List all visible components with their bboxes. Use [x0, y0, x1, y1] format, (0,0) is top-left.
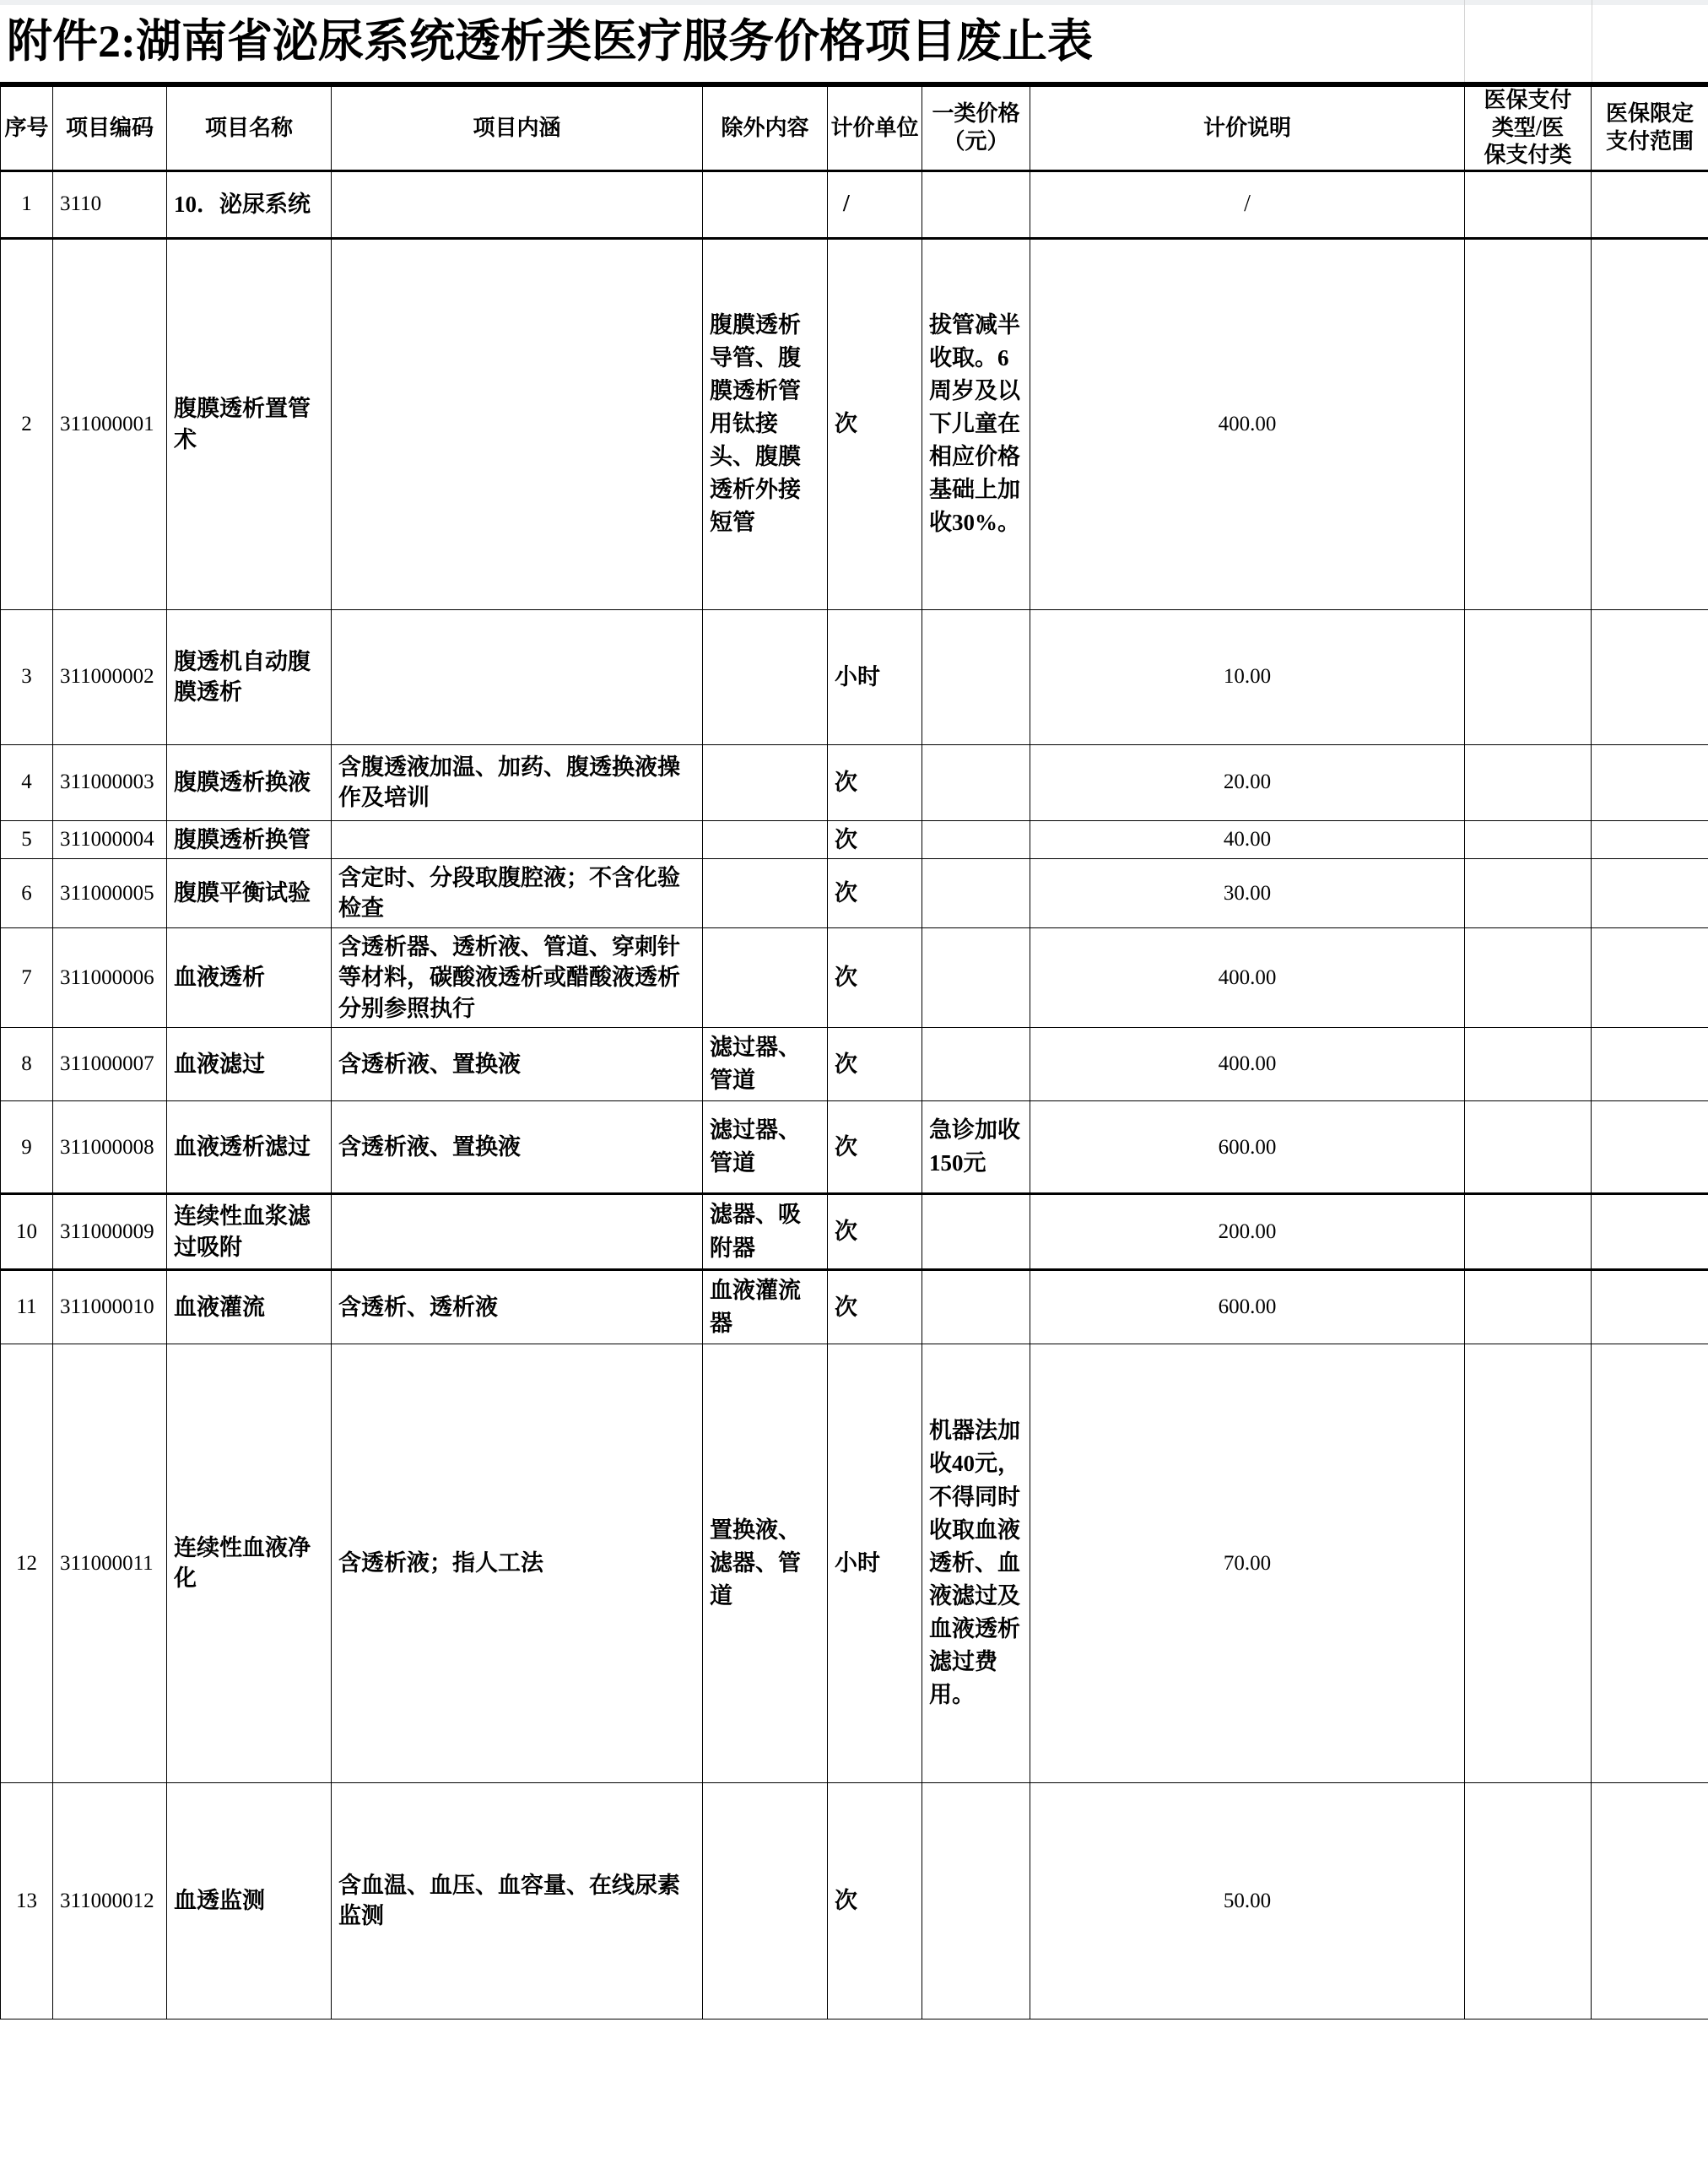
cell-exclusion-content — [703, 1028, 828, 1101]
cell-item-name — [167, 1101, 332, 1194]
cell-exclusion-content-text — [703, 836, 827, 843]
cell-insurance-payment-type — [1465, 1028, 1592, 1101]
cell-pricing-unit — [828, 1194, 922, 1269]
cell-sequence-number — [1, 1028, 53, 1101]
cell-pricing-note — [1030, 927, 1465, 1027]
cell-item-name — [167, 744, 332, 820]
cell-class-one-price-text — [922, 673, 1030, 680]
cell-class-one-price — [922, 1028, 1030, 1101]
cell-item-code-text: 311000012 — [60, 1889, 154, 1912]
cell-pricing-unit-text: 次 — [835, 1294, 857, 1320]
cell-exclusion-content-text: 腹膜透析导管、腹膜透析管用钛接头、腹膜透析外接短管 — [710, 311, 801, 536]
table-row — [1, 1194, 1708, 1269]
cell-pricing-note-text: 400.00 — [1218, 1052, 1277, 1076]
cell-pricing-note-text: 30.00 — [1223, 881, 1272, 905]
cell-sequence-number — [1, 170, 53, 238]
table-row — [1, 609, 1708, 744]
cell-exclusion-content-text — [703, 974, 827, 981]
cell-item-name-text: 血液透析 — [174, 965, 265, 991]
cell-insurance-payment-type-text — [1465, 1560, 1591, 1566]
cell-insurance-payment-scope — [1592, 238, 1708, 609]
cell-insurance-payment-scope-text — [1592, 1897, 1708, 1904]
cell-insurance-payment-scope-text — [1592, 1304, 1708, 1311]
cell-sequence-number-text: 7 — [21, 965, 32, 989]
cell-exclusion-content — [703, 927, 828, 1027]
cell-exclusion-content-text: 滤器、吸附器 — [710, 1202, 801, 1261]
cell-insurance-payment-type — [1465, 744, 1592, 820]
cell-insurance-payment-scope — [1592, 1101, 1708, 1194]
cell-item-code-text: 311000007 — [60, 1052, 154, 1076]
cell-class-one-price — [922, 238, 1030, 609]
cell-insurance-payment-type-text — [1465, 1229, 1591, 1235]
cell-item-name — [167, 238, 332, 609]
cell-pricing-unit — [828, 858, 922, 927]
cell-sequence-number-text: 4 — [21, 770, 32, 794]
cell-exclusion-content-text — [703, 201, 827, 208]
cell-exclusion-content — [703, 609, 828, 744]
col-header-code: 项目编码 — [53, 86, 167, 171]
cell-insurance-payment-type-text — [1465, 889, 1591, 896]
cell-pricing-unit-text: 次 — [835, 1134, 857, 1160]
cell-pricing-unit — [828, 1269, 922, 1344]
cell-pricing-unit-text: 次 — [835, 826, 857, 852]
cell-insurance-payment-scope — [1592, 820, 1708, 858]
cell-insurance-payment-type — [1465, 1269, 1592, 1344]
cell-sequence-number — [1, 238, 53, 609]
cell-exclusion-content — [703, 744, 828, 820]
cell-item-connotation-text: 含透析、透析液 — [338, 1294, 498, 1320]
cell-item-name-text: 腹膜透析置管术 — [174, 396, 311, 452]
cell-item-connotation — [332, 238, 703, 609]
cell-exclusion-content — [703, 858, 828, 927]
col-header-seq: 序号 — [1, 86, 53, 171]
col-header-exclusion: 除外内容 — [703, 86, 828, 171]
cell-item-code — [53, 1269, 167, 1344]
cell-pricing-note-text: 10.00 — [1223, 665, 1272, 689]
cell-class-one-price-text — [922, 1897, 1030, 1904]
cell-item-code — [53, 927, 167, 1027]
cell-insurance-payment-scope-text — [1592, 836, 1708, 843]
cell-insurance-payment-scope-text — [1592, 1061, 1708, 1068]
cell-insurance-payment-scope-text — [1592, 1560, 1708, 1566]
cell-class-one-price-text — [922, 779, 1030, 786]
col-header-unit: 计价单位 — [828, 86, 922, 171]
cell-sequence-number — [1, 1269, 53, 1344]
cell-item-name — [167, 1269, 332, 1344]
cell-pricing-note — [1030, 1194, 1465, 1269]
cell-insurance-payment-scope — [1592, 858, 1708, 927]
cell-item-code-text: 311000002 — [60, 665, 154, 689]
cell-insurance-payment-type-text — [1465, 1144, 1591, 1150]
cell-item-name-text: 血液透析滤过 — [174, 1134, 311, 1160]
cell-item-connotation — [332, 1269, 703, 1344]
cell-item-connotation — [332, 744, 703, 820]
cell-class-one-price-text — [922, 974, 1030, 981]
cell-pricing-unit-text: 小时 — [835, 663, 880, 689]
cell-item-connotation-text — [332, 1229, 702, 1235]
cell-insurance-payment-type — [1465, 820, 1592, 858]
cell-pricing-note-text: 70.00 — [1223, 1551, 1272, 1575]
col-header-payment-scope-line1: 医保限定 — [1605, 101, 1694, 127]
cell-item-connotation-text: 含定时、分段取腹腔液；不含化验检查 — [338, 864, 680, 922]
cell-exclusion-content-text: 置换液、滤器、管道 — [710, 1517, 801, 1609]
cell-sequence-number-text: 2 — [21, 412, 32, 435]
col-header-price-line2: （元） — [943, 128, 1009, 154]
cell-item-code-text: 311000004 — [60, 827, 154, 851]
cell-pricing-note-text: 40.00 — [1223, 827, 1272, 851]
cell-insurance-payment-type-text — [1465, 201, 1591, 208]
cell-insurance-payment-scope-text — [1592, 1144, 1708, 1150]
title-top-strip — [0, 0, 1708, 5]
cell-exclusion-content — [703, 1101, 828, 1194]
cell-sequence-number-text: 3 — [21, 665, 32, 689]
cell-insurance-payment-scope-text — [1592, 974, 1708, 981]
cell-insurance-payment-scope-text — [1592, 201, 1708, 208]
title-column-guide-1 — [1464, 0, 1465, 82]
cell-item-code-text: 3110 — [60, 192, 102, 216]
cell-sequence-number-text: 10 — [16, 1219, 37, 1243]
cell-item-code — [53, 1028, 167, 1101]
cell-class-one-price-text — [922, 1061, 1030, 1068]
cell-pricing-unit — [828, 609, 922, 744]
cell-class-one-price-text: 拔管减半收取。6周岁及以下儿童在相应价格基础上加收30%。 — [929, 311, 1020, 536]
cell-item-code — [53, 238, 167, 609]
table-row — [1, 858, 1708, 927]
cell-sequence-number-text: 5 — [21, 827, 32, 851]
cell-insurance-payment-scope — [1592, 744, 1708, 820]
cell-pricing-note — [1030, 1101, 1465, 1194]
cell-sequence-number — [1, 609, 53, 744]
cell-class-one-price-text — [922, 1229, 1030, 1235]
cell-pricing-note — [1030, 1028, 1465, 1101]
cell-exclusion-content-text — [703, 779, 827, 786]
cell-pricing-unit — [828, 1101, 922, 1194]
title-band — [0, 0, 1708, 84]
cell-pricing-note-text: / — [1244, 191, 1251, 218]
cell-insurance-payment-scope-text — [1592, 1229, 1708, 1235]
cell-item-code-text: 311000009 — [60, 1219, 154, 1243]
cell-class-one-price-text — [922, 1304, 1030, 1311]
cell-item-connotation — [332, 609, 703, 744]
cell-pricing-unit — [828, 744, 922, 820]
cell-insurance-payment-scope — [1592, 1344, 1708, 1782]
cell-item-name-text: 血液灌流 — [174, 1294, 265, 1320]
cell-item-connotation — [332, 170, 703, 238]
cell-item-connotation-text — [332, 421, 702, 428]
cell-class-one-price — [922, 609, 1030, 744]
table-row — [1, 1269, 1708, 1344]
col-header-payment-scope-line2: 支付范围 — [1605, 128, 1694, 154]
cell-item-connotation-text: 含透析器、透析液、管道、穿刺针等材料，碳酸液透析或醋酸液透析分别参照执行 — [338, 933, 680, 1021]
cell-sequence-number — [1, 858, 53, 927]
cell-item-code-text: 311000008 — [60, 1135, 154, 1159]
cell-item-connotation — [332, 820, 703, 858]
cell-sequence-number-text: 6 — [21, 881, 32, 905]
cell-item-name-text: 10．泌尿系统 — [174, 191, 311, 217]
cell-item-name-text: 腹膜透析换管 — [174, 826, 311, 852]
col-header-payment-type-line1: 医保支付 — [1484, 88, 1572, 112]
cell-item-connotation-text — [332, 673, 702, 680]
cell-pricing-note — [1030, 820, 1465, 858]
cell-class-one-price — [922, 1269, 1030, 1344]
col-header-price — [922, 86, 1030, 171]
cell-exclusion-content — [703, 170, 828, 238]
col-header-note: 计价说明 — [1030, 86, 1465, 171]
cell-class-one-price — [922, 820, 1030, 858]
cell-insurance-payment-type-text — [1465, 673, 1591, 680]
col-header-payment-scope — [1592, 86, 1708, 171]
cell-insurance-payment-scope-text — [1592, 779, 1708, 786]
cell-item-connotation-text: 含血温、血压、血容量、在线尿素监测 — [338, 1873, 680, 1929]
cell-pricing-unit-text: 次 — [835, 965, 857, 991]
cell-item-connotation — [332, 1782, 703, 2019]
cell-sequence-number — [1, 927, 53, 1027]
cell-pricing-unit — [828, 238, 922, 609]
cell-item-name-text: 血液滤过 — [174, 1052, 265, 1078]
cell-item-connotation-text: 含透析液、置换液 — [338, 1134, 521, 1160]
cell-pricing-unit — [828, 927, 922, 1027]
cell-item-code — [53, 1344, 167, 1782]
cell-item-code — [53, 820, 167, 858]
cell-class-one-price — [922, 927, 1030, 1027]
cell-pricing-note — [1030, 1344, 1465, 1782]
cell-pricing-note — [1030, 170, 1465, 238]
cell-pricing-unit-text: 次 — [835, 880, 857, 906]
cell-pricing-unit — [828, 1344, 922, 1782]
cell-insurance-payment-type — [1465, 1782, 1592, 2019]
table-header — [1, 86, 1708, 171]
table-row — [1, 820, 1708, 858]
price-abolition-table — [0, 84, 1708, 2019]
cell-item-name-text: 腹膜平衡试验 — [174, 880, 311, 906]
cell-exclusion-content-text — [703, 1897, 827, 1904]
cell-insurance-payment-type — [1465, 170, 1592, 238]
cell-insurance-payment-type-text — [1465, 1304, 1591, 1311]
cell-pricing-note-text: 400.00 — [1218, 965, 1277, 989]
table-body — [1, 170, 1708, 2019]
cell-exclusion-content-text: 滤过器、管道 — [710, 1035, 801, 1094]
cell-insurance-payment-scope — [1592, 1194, 1708, 1269]
col-header-payment-type — [1465, 86, 1592, 171]
cell-sequence-number-text: 12 — [16, 1551, 37, 1575]
cell-insurance-payment-scope-text — [1592, 889, 1708, 896]
cell-item-name-text: 连续性血浆滤过吸附 — [174, 1203, 311, 1260]
cell-pricing-note — [1030, 858, 1465, 927]
cell-insurance-payment-type-text — [1465, 974, 1591, 981]
cell-pricing-note-text: 600.00 — [1218, 1135, 1277, 1159]
cell-item-code-text: 311000001 — [60, 412, 154, 435]
cell-sequence-number-text: 13 — [16, 1889, 37, 1912]
cell-item-connotation-text: 含腹透液加温、加药、腹透换液操作及培训 — [338, 754, 680, 810]
cell-item-name — [167, 927, 332, 1027]
cell-item-name — [167, 1194, 332, 1269]
cell-pricing-note-text: 50.00 — [1223, 1889, 1272, 1912]
cell-class-one-price — [922, 1782, 1030, 2019]
cell-sequence-number — [1, 744, 53, 820]
cell-class-one-price — [922, 1194, 1030, 1269]
cell-item-name — [167, 1028, 332, 1101]
cell-insurance-payment-type-text — [1465, 1897, 1591, 1904]
cell-item-code — [53, 858, 167, 927]
cell-item-name — [167, 170, 332, 238]
cell-exclusion-content-text — [703, 889, 827, 896]
cell-item-connotation-text: 含透析液、置换液 — [338, 1052, 521, 1078]
cell-pricing-unit-text: 次 — [835, 1888, 857, 1914]
cell-item-connotation-text — [332, 836, 702, 843]
cell-pricing-note-text: 600.00 — [1218, 1295, 1277, 1318]
cell-sequence-number-text: 8 — [21, 1052, 32, 1076]
cell-item-name — [167, 858, 332, 927]
cell-item-name — [167, 820, 332, 858]
cell-pricing-note — [1030, 1269, 1465, 1344]
table-row — [1, 744, 1708, 820]
table-row — [1, 1782, 1708, 2019]
table-row — [1, 170, 1708, 238]
col-header-payment-type-line3: 保支付类 — [1484, 143, 1572, 167]
cell-sequence-number-text: 1 — [21, 192, 32, 216]
table-row — [1, 238, 1708, 609]
cell-insurance-payment-scope — [1592, 170, 1708, 238]
cell-sequence-number-text: 11 — [16, 1295, 37, 1318]
table-row — [1, 1344, 1708, 1782]
header-row — [1, 86, 1708, 171]
cell-item-code — [53, 1194, 167, 1269]
cell-pricing-unit — [828, 1028, 922, 1101]
cell-item-name — [167, 1344, 332, 1782]
table-row — [1, 927, 1708, 1027]
cell-class-one-price — [922, 744, 1030, 820]
cell-class-one-price — [922, 1101, 1030, 1194]
cell-item-code — [53, 1101, 167, 1194]
cell-item-name-text: 连续性血液净化 — [174, 1535, 311, 1592]
cell-insurance-payment-type-text — [1465, 1061, 1591, 1068]
cell-insurance-payment-scope — [1592, 1269, 1708, 1344]
col-header-connotation: 项目内涵 — [332, 86, 703, 171]
cell-item-name — [167, 1782, 332, 2019]
cell-insurance-payment-scope — [1592, 927, 1708, 1027]
cell-exclusion-content — [703, 820, 828, 858]
cell-insurance-payment-type — [1465, 1101, 1592, 1194]
cell-item-name-text: 腹膜透析换液 — [174, 769, 311, 795]
cell-exclusion-content-text: 滤过器、管道 — [710, 1117, 801, 1176]
cell-item-connotation — [332, 1028, 703, 1101]
cell-pricing-unit-text: 小时 — [835, 1550, 880, 1576]
cell-insurance-payment-type — [1465, 927, 1592, 1027]
cell-item-code — [53, 1782, 167, 2019]
cell-insurance-payment-type — [1465, 858, 1592, 927]
cell-class-one-price-text — [922, 889, 1030, 896]
cell-item-name-text: 血透监测 — [174, 1888, 265, 1914]
cell-class-one-price-text: 机器法加收40元，不得同时收取血液透析、血液滤过及血液透析滤过费用。 — [929, 1418, 1020, 1708]
cell-item-code — [53, 744, 167, 820]
cell-pricing-note-text: 200.00 — [1218, 1219, 1277, 1243]
cell-item-code-text: 311000003 — [60, 770, 154, 794]
col-header-name: 项目名称 — [167, 86, 332, 171]
cell-item-code-text: 311000005 — [60, 881, 154, 905]
cell-pricing-note — [1030, 744, 1465, 820]
table-row — [1, 1101, 1708, 1194]
cell-insurance-payment-type-text — [1465, 836, 1591, 843]
cell-item-name-text: 腹透机自动腹膜透析 — [174, 648, 311, 705]
cell-pricing-note-text: 400.00 — [1218, 412, 1277, 435]
cell-insurance-payment-scope-text — [1592, 673, 1708, 680]
cell-insurance-payment-type — [1465, 1344, 1592, 1782]
cell-item-code-text: 311000010 — [60, 1295, 154, 1318]
cell-item-connotation — [332, 858, 703, 927]
cell-sequence-number — [1, 1344, 53, 1782]
cell-class-one-price — [922, 1344, 1030, 1782]
cell-item-connotation-text — [332, 201, 702, 208]
cell-pricing-unit-text: 次 — [835, 1052, 857, 1078]
cell-exclusion-content — [703, 238, 828, 609]
cell-pricing-note-text: 20.00 — [1223, 770, 1272, 794]
page-title: 附件2:湖南省泌尿系统透析类医疗服务价格项目废止表 — [7, 15, 1093, 67]
cell-item-connotation — [332, 1101, 703, 1194]
cell-class-one-price-text — [922, 836, 1030, 843]
cell-pricing-note — [1030, 238, 1465, 609]
cell-insurance-payment-type — [1465, 1194, 1592, 1269]
cell-pricing-unit — [828, 170, 922, 238]
cell-exclusion-content — [703, 1344, 828, 1782]
cell-exclusion-content-text: 血液灌流器 — [710, 1277, 801, 1336]
table-row — [1, 1028, 1708, 1101]
cell-insurance-payment-type — [1465, 238, 1592, 609]
cell-insurance-payment-scope-text — [1592, 421, 1708, 428]
cell-insurance-payment-scope — [1592, 1782, 1708, 2019]
cell-item-code — [53, 170, 167, 238]
cell-item-code — [53, 609, 167, 744]
cell-item-connotation-text: 含透析液；指人工法 — [338, 1550, 543, 1576]
cell-insurance-payment-scope — [1592, 609, 1708, 744]
cell-sequence-number — [1, 1194, 53, 1269]
cell-class-one-price-text: 急诊加收150元 — [929, 1117, 1020, 1176]
cell-insurance-payment-type-text — [1465, 421, 1591, 428]
cell-class-one-price — [922, 170, 1030, 238]
cell-sequence-number — [1, 820, 53, 858]
cell-sequence-number — [1, 1101, 53, 1194]
cell-item-code-text: 311000006 — [60, 965, 154, 989]
cell-pricing-note — [1030, 609, 1465, 744]
cell-pricing-unit-text: 次 — [835, 769, 857, 795]
cell-pricing-unit — [828, 1782, 922, 2019]
cell-pricing-unit-text: 次 — [835, 1219, 857, 1245]
cell-pricing-unit — [828, 820, 922, 858]
cell-insurance-payment-type — [1465, 609, 1592, 744]
cell-pricing-unit-text: / — [843, 191, 850, 218]
cell-item-connotation — [332, 927, 703, 1027]
cell-exclusion-content-text — [703, 673, 827, 680]
cell-sequence-number — [1, 1782, 53, 2019]
cell-item-code-text: 311000011 — [60, 1551, 154, 1575]
cell-exclusion-content — [703, 1194, 828, 1269]
cell-class-one-price-text — [922, 201, 1030, 208]
col-header-payment-type-line2: 类型/医 — [1491, 115, 1565, 140]
cell-pricing-note — [1030, 1782, 1465, 2019]
cell-exclusion-content — [703, 1782, 828, 2019]
cell-item-connotation — [332, 1344, 703, 1782]
cell-pricing-unit-text: 次 — [835, 411, 857, 437]
cell-class-one-price — [922, 858, 1030, 927]
cell-sequence-number-text: 9 — [21, 1135, 32, 1159]
cell-insurance-payment-scope — [1592, 1028, 1708, 1101]
cell-insurance-payment-type-text — [1465, 779, 1591, 786]
cell-item-name — [167, 609, 332, 744]
cell-exclusion-content — [703, 1269, 828, 1344]
cell-item-connotation — [332, 1194, 703, 1269]
col-header-price-line1: 一类价格 — [932, 101, 1020, 127]
